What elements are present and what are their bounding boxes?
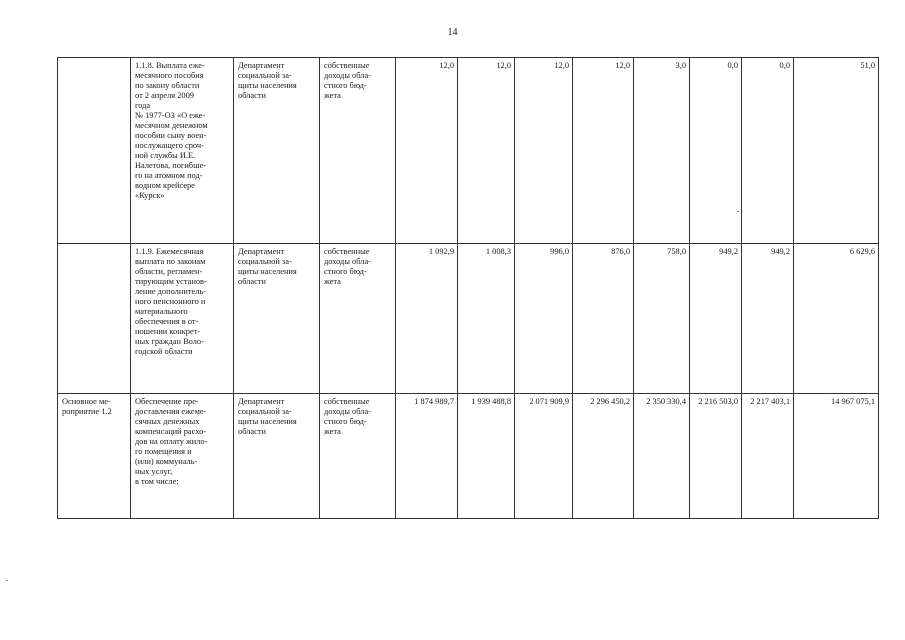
value-cell: 2 350 330,4 (634, 394, 690, 519)
executor-cell: Департамент социальной за- щиты населения области (234, 244, 320, 394)
name-cell: Обеспечение пре- доставления ежеме- сячных денежных компенсаций расхо- дов на оплату жило- го помещения и (или) коммуналь- ных услуг, в том числе: (131, 394, 234, 519)
value-cell: 949,2 (690, 244, 742, 394)
scan-speck (6, 580, 8, 581)
page-number: 14 (447, 27, 458, 38)
value-cell: 1 874 989,7 (396, 394, 458, 519)
value-cell: 949,2 (742, 244, 794, 394)
value-cell: 12,0 (573, 58, 634, 244)
value-cell: 0,0 (742, 58, 794, 244)
executor-cell: Департамент социальной за- щиты населения области (234, 58, 320, 244)
name-cell: 1.1.9. Ежемесячная выплата по законам области, регламен- тирующим установ- ление дополнитель- ного пенсионного и материального обеспечения в от- ношении конкрет- ных граждан Воло- годской области (131, 244, 234, 394)
value-cell: 14 967 075,1 (794, 394, 879, 519)
table-row (58, 394, 879, 519)
value-cell: 51,0 (794, 58, 879, 244)
source-cell: собственные доходы обла- стного бюд- жета (320, 244, 396, 394)
value-cell: 12,0 (396, 58, 458, 244)
value-cell: 12,0 (515, 58, 573, 244)
value-cell: 2 217 403,1 (742, 394, 794, 519)
value-cell: 758,0 (634, 244, 690, 394)
value-cell: 1 939 488,8 (458, 394, 515, 519)
value-cell: 996,0 (515, 244, 573, 394)
table-row (58, 244, 879, 394)
value-cell: 1 008,3 (458, 244, 515, 394)
value-cell: 0,0 (690, 58, 742, 244)
value-cell: 876,0 (573, 244, 634, 394)
source-cell: собственные доходы обла- стного бюд- жета (320, 394, 396, 519)
budget-table (57, 57, 879, 519)
executor-cell: Департамент социальной за- щиты населения области (234, 394, 320, 519)
value-cell: 2 296 450,2 (573, 394, 634, 519)
value-cell: 6 629,6 (794, 244, 879, 394)
value-cell: 12,0 (458, 58, 515, 244)
value-cell: 3,0 (634, 58, 690, 244)
measure-cell (58, 58, 131, 244)
measure-cell: Основное ме- роприятие 1.2 (58, 394, 131, 519)
value-cell: 1 092,9 (396, 244, 458, 394)
scan-speck (737, 211, 739, 212)
name-cell: 1.1.8. Выплата еже- месячного пособия по закону области от 2 апреля 2009 года № 1977-ОЗ «О еже- месячном денежном пособии сыну воен- нослужащего сроч- ной службы И.Е. Налетова, погибше- го на атомном под- водном крейсере «Курск» (131, 58, 234, 244)
table-row (58, 58, 879, 244)
value-cell: 2 216 503,0 (690, 394, 742, 519)
source-cell: собственные доходы обла- стного бюд- жета (320, 58, 396, 244)
value-cell: 2 071 909,9 (515, 394, 573, 519)
measure-cell (58, 244, 131, 394)
